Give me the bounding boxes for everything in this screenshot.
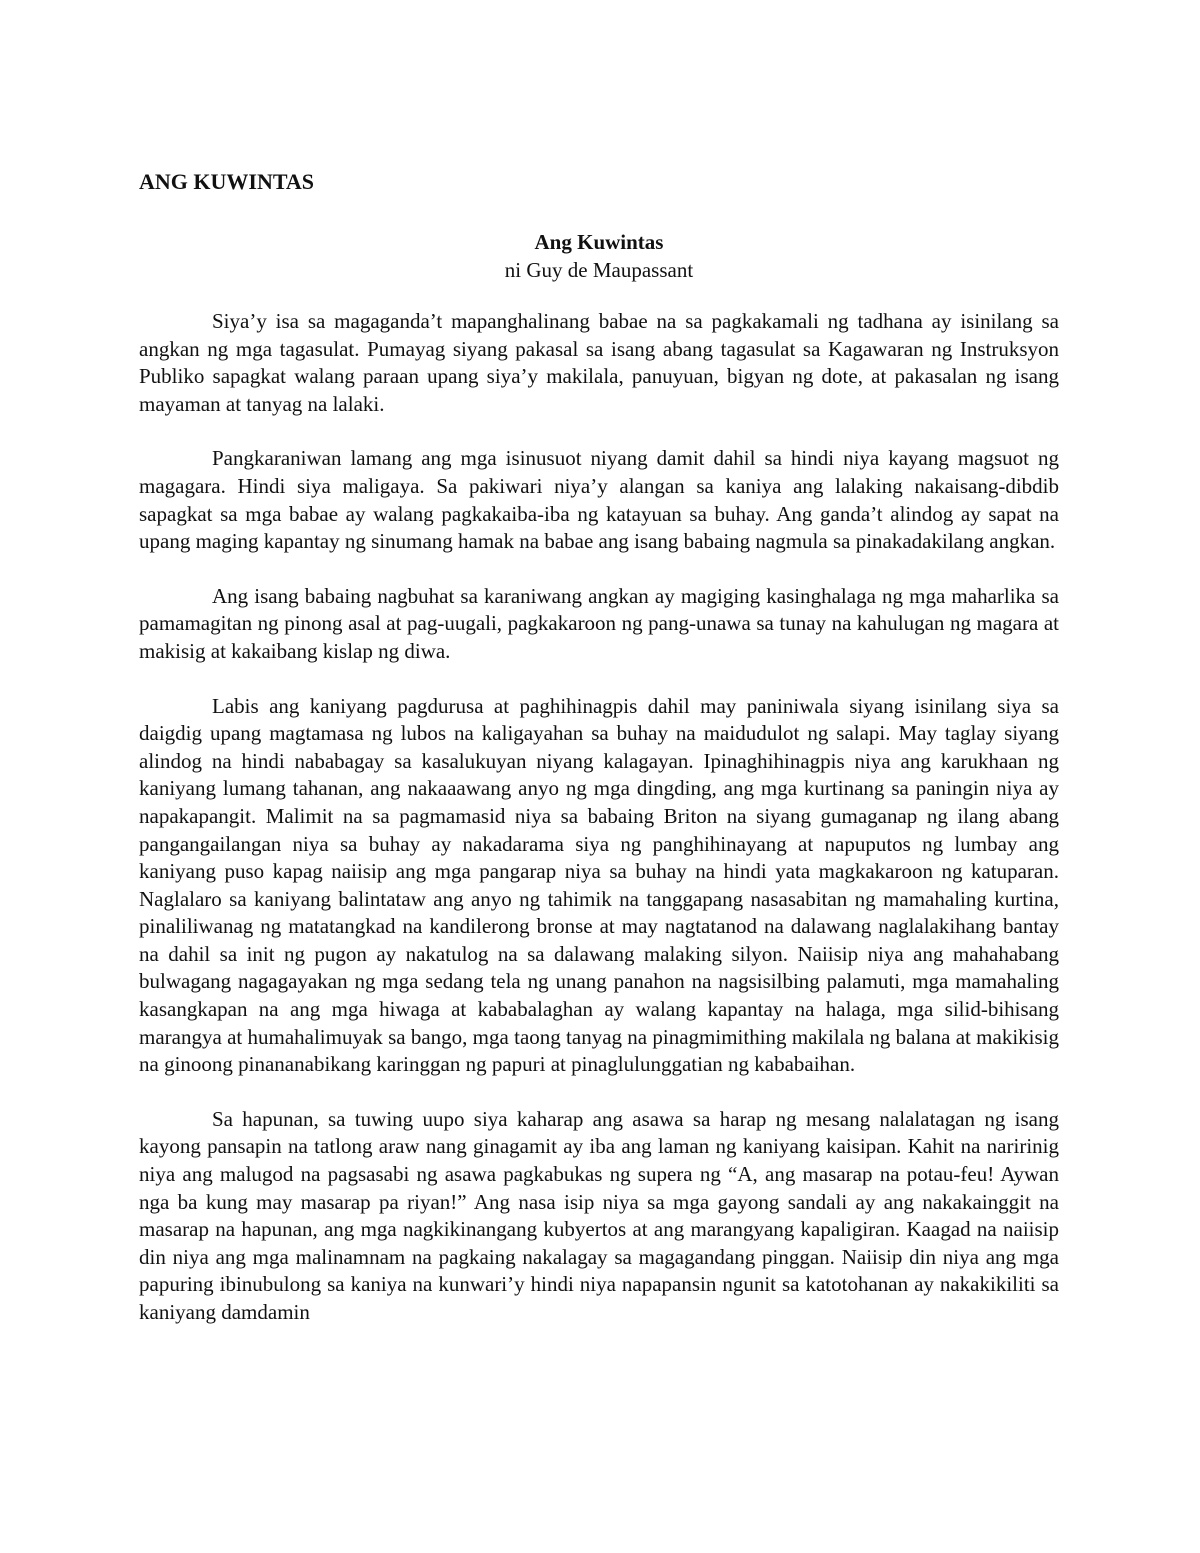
story-author: ni Guy de Maupassant <box>504 258 694 282</box>
paragraph: Sa hapunan, sa tuwing uupo siya kaharap ang asawa sa harap ng mesang nalalatagan ng isang kayong pansapin na tatlong araw nang ginagamit ay iba ang laman ng kaniyang kaisipan. Kahit na naririnig niya ang malugod na pagsasabi ng asawa pagkabukas ng supera ng “A, ang masarap na potau-feu! Aywan nga ba kung may masarap pa riyan!” Ang nasa isip niya sa mga gayong sandali ay ang nakakainggit na masarap na hapunan, ang mga nagkikinangang kubyertos at ang marangyang kapaligiran. Kaagad na naiisip din niya ang mga malinamnam na pagkaing nakalagay sa magagandang pinggan. Naiisip din niya ang mga papuring ibinubulong sa kaniya na kunwari’y hindi niya napapansin ngunit sa katotohanan ay nakakikiliti sa kaniyang damdamin <box>139 1106 1059 1324</box>
paragraph: Siya’y isa sa magaganda’t mapanghalinang babae na sa pagkakamali ng tadhana ay isinilang sa angkan ng mga tagasulat. Pumayag siyang pakasal sa isang abang tagasulat sa Kagawaran ng Instruksyon Publiko sapagkat walang paraan upang siya’y makilala, panuyuan, bigyan ng dote, at pakasalan ng isang mayaman at tanyag na lalaki. <box>139 309 1059 416</box>
document-heading: ANG KUWINTAS <box>139 169 315 194</box>
paragraph: Labis ang kaniyang pagdurusa at paghihinagpis dahil may paniniwala siyang isinilang siya sa daigdig upang magtamasa ng lubos na kaligayahan sa buhay na maidudulot ng salapi. May taglay siyang alindog na hindi nababagay sa kasalukuyan niyang kalagayan. Ipinaghihinagpis niya ang karukhaan ng kaniyang lumang tahanan, ang nakaaawang anyo ng mga dingding, ang mga kurtinang sa paningin niya ay napakapangit. Malimit na sa pagmamasid niya sa babaing Briton na siyang gumaganap ng ilang abang pangangailangan niya sa buhay ay nakadarama siya ng panghihinayang at napuputos ng lumbay ang kaniyang puso kapag naiisip ang mga pangarap niya sa buhay na hindi yata magkakaroon ng katuparan. Naglalaro sa kaniyang balintataw ang anyo ng tahimik na tanggapang nasasabitan ng mamahaling kurtina, pinaliliwanag ng matatangkad na kandilerong bronse at may nagtatanod na dalawang naglalakihang bantay na dahil sa init ng pugon ay nakatulog na sa dalawang malaking silyon. Naiisip niya ang mahahabang bulwagang nagagayakan ng mga sedang tela ng unang panahon na nagsisilbing palamuti, mga mamahaling kasangkapan na ang mga hiwaga at kababalaghan ay walang kapantay na halaga, mga silid-bihisang marangya at humahalimuyak sa bango, mga taong tanyag na pinagmimithing makilala ng balana at makikisig na ginoong pinananabikang karinggan ng papuri at pinaglulunggatian ng kababaihan. <box>139 693 1059 1077</box>
paragraph: Ang isang babaing nagbuhat sa karaniwang angkan ay magiging kasinghalaga ng mga maharlika sa pamamagitan ng pinong asal at pag-uugali, pagkakaroon ng pang-unawa sa tunay na kahulugan ng magara at makisig at kakaibang kislap ng diwa. <box>139 583 1059 663</box>
paragraph: Pangkaraniwan lamang ang mga isinusuot niyang damit dahil sa hindi niya kayang magsuot ng magagara. Hindi siya maligaya. Sa pakiwari niya’y alangan sa kaniya ang lalaking nakaisang-dibdib sapagkat sa mga babae ay walang pagkakaiba-iba ng katayuan sa buhay. Ang ganda’t alindog ay sapat na upang maging kapantay ng sinumang hamak na babae ang isang babaing nagmula sa pinakadakilang angkan. <box>139 446 1059 554</box>
story-body <box>139 308 1059 1327</box>
document-page <box>139 168 1059 1354</box>
story-title: Ang Kuwintas <box>534 230 664 254</box>
story-title-block <box>139 228 1059 284</box>
